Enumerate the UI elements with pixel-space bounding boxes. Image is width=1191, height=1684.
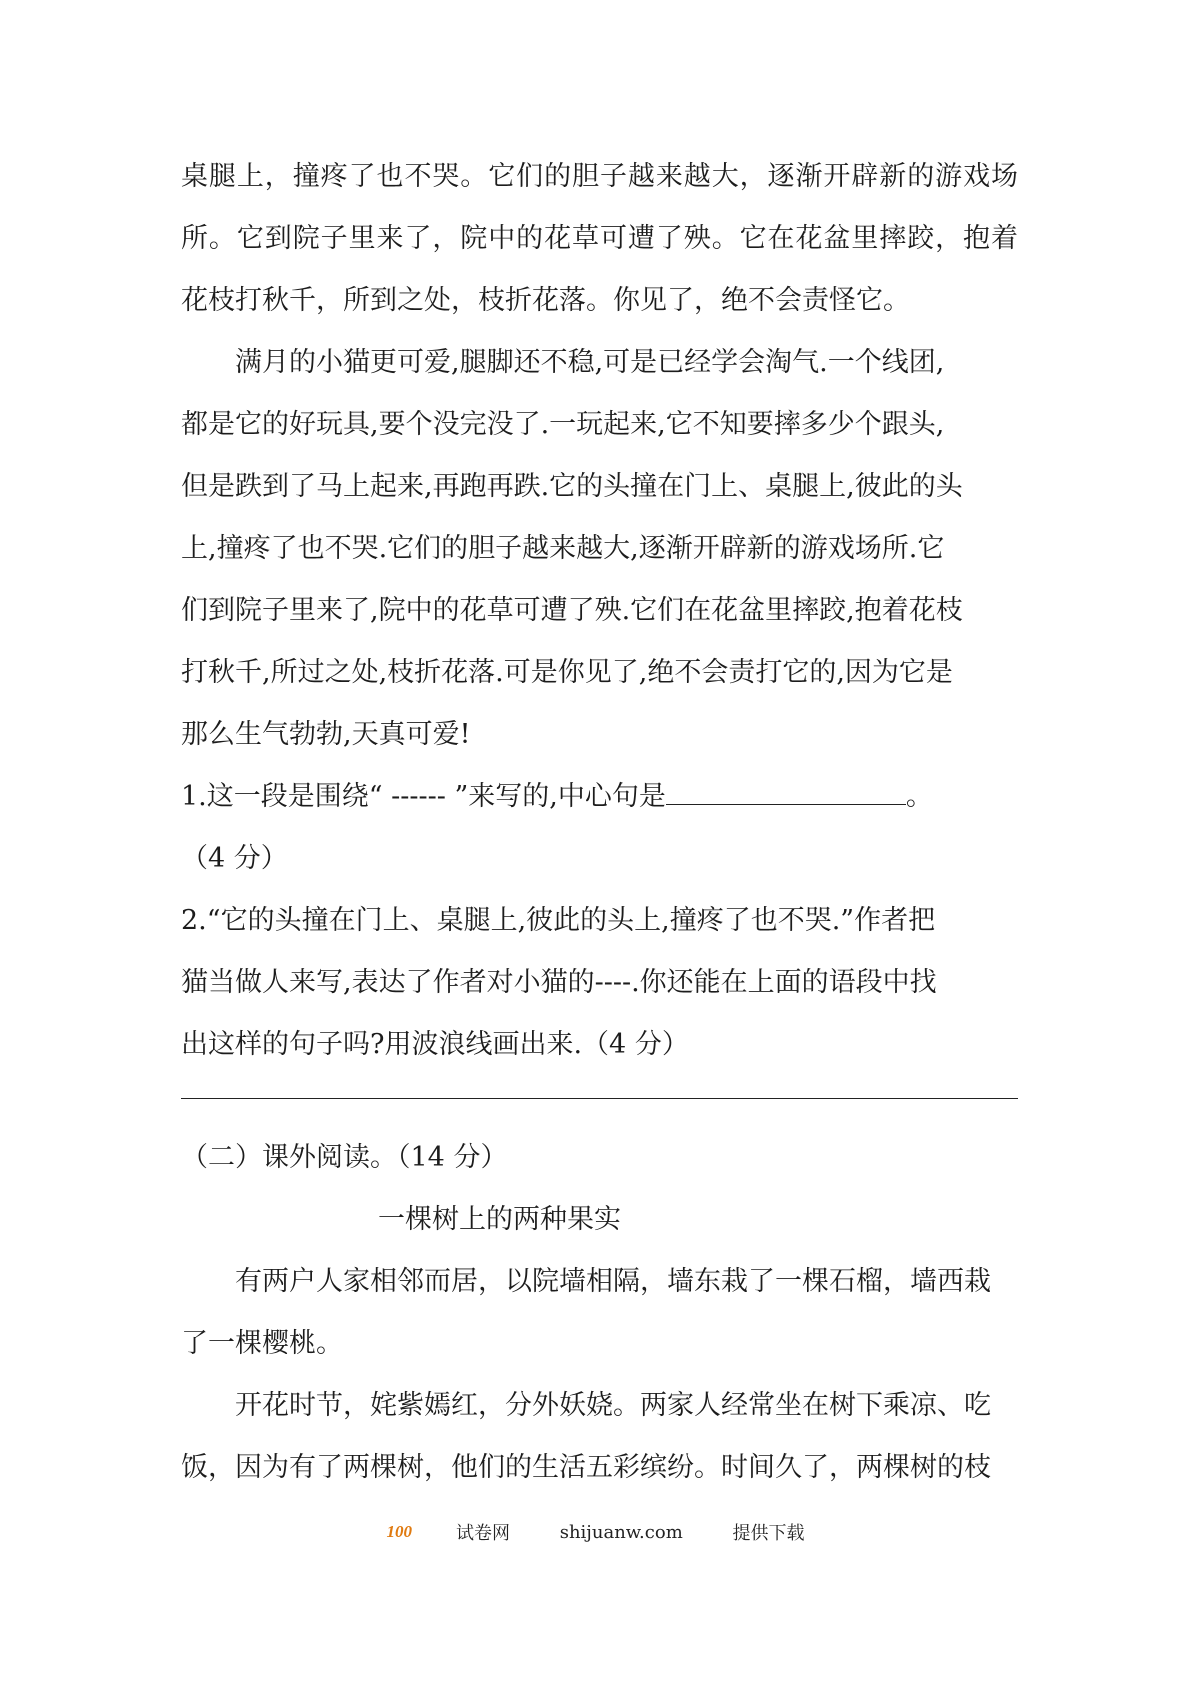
answer-blank[interactable]	[666, 774, 906, 805]
text-line: 了一棵樱桃。	[181, 1328, 343, 1359]
question-1-end: 。	[905, 781, 933, 812]
question-1-text: 1.这一段是围绕“ ------ ”来写的,中心句是	[181, 781, 666, 812]
page-footer	[0, 1519, 1191, 1545]
text-line: 有两户人家相邻而居，以院墙相隔，墙东栽了一棵石榴，墙西栽	[235, 1266, 991, 1297]
site-logo	[364, 1519, 532, 1545]
text-line: 打秋千,所过之处,枝折花落.可是你见了,绝不会责打它的,因为它是	[181, 657, 953, 688]
answer-line[interactable]	[181, 1098, 1018, 1099]
spacer	[181, 1076, 1018, 1090]
logo-text: 试卷网	[455, 1523, 510, 1544]
text-line: 花枝打秋千，所到之处，枝折花落。你见了，绝不会责怪它。	[181, 285, 910, 316]
text-line: 饭，因为有了两棵树，他们的生活五彩缤纷。时间久了，两棵树的枝	[181, 1452, 991, 1483]
text-line: 上,撞疼了也不哭.它们的胆子越来越大,逐渐开辟新的游戏场所.它	[181, 533, 945, 564]
text-line: 满月的小猫更可爱,腿脚还不稳,可是已经学会淘气.一个线团,	[235, 347, 945, 378]
document-body	[181, 146, 1018, 1499]
download-note: 提供下载	[732, 1523, 805, 1544]
text-line: 们到院子里来了,院中的花草可遭了殃.它们在花盆里摔跤,抱着花枝	[181, 595, 963, 626]
logo-number: 100	[386, 1522, 412, 1541]
text-line: 所。它到院子里来了，院中的花草可遭了殃。它在花盆里摔跤，抱着	[181, 223, 1018, 254]
text-line: 桌腿上，撞疼了也不哭。它们的胆子越来越大，逐渐开辟新的游戏场	[181, 161, 1018, 192]
question-2-line: 猫当做人来写,表达了作者对小猫的----.你还能在上面的语段中找	[181, 967, 937, 998]
section-heading: （二）课外阅读。（14 分）	[181, 1142, 508, 1173]
question-2-line: 2.“它的头撞在门上、桌腿上,彼此的头上,撞疼了也不哭.”作者把	[181, 905, 936, 936]
text-line: 开花时节，姹紫嫣红，分外妖娆。两家人经常坐在树下乘凉、吃	[235, 1390, 991, 1421]
question-2-line: 出这样的句子吗?用波浪线画出来.（4 分）	[181, 1029, 689, 1060]
passage-title: 一棵树上的两种果实	[378, 1204, 621, 1235]
text-line: 都是它的好玩具,要个没完没了.一玩起来,它不知要摔多少个跟头,	[181, 409, 945, 440]
question-1-score: （4 分）	[181, 843, 288, 874]
text-line: 但是跌到了马上起来,再跑再跌.它的头撞在门上、桌腿上,彼此的头	[181, 471, 963, 502]
question-1	[181, 766, 1018, 828]
site-url: shijuanw.com	[559, 1521, 683, 1543]
text-line: 那么生气勃勃,天真可爱!	[181, 719, 471, 750]
